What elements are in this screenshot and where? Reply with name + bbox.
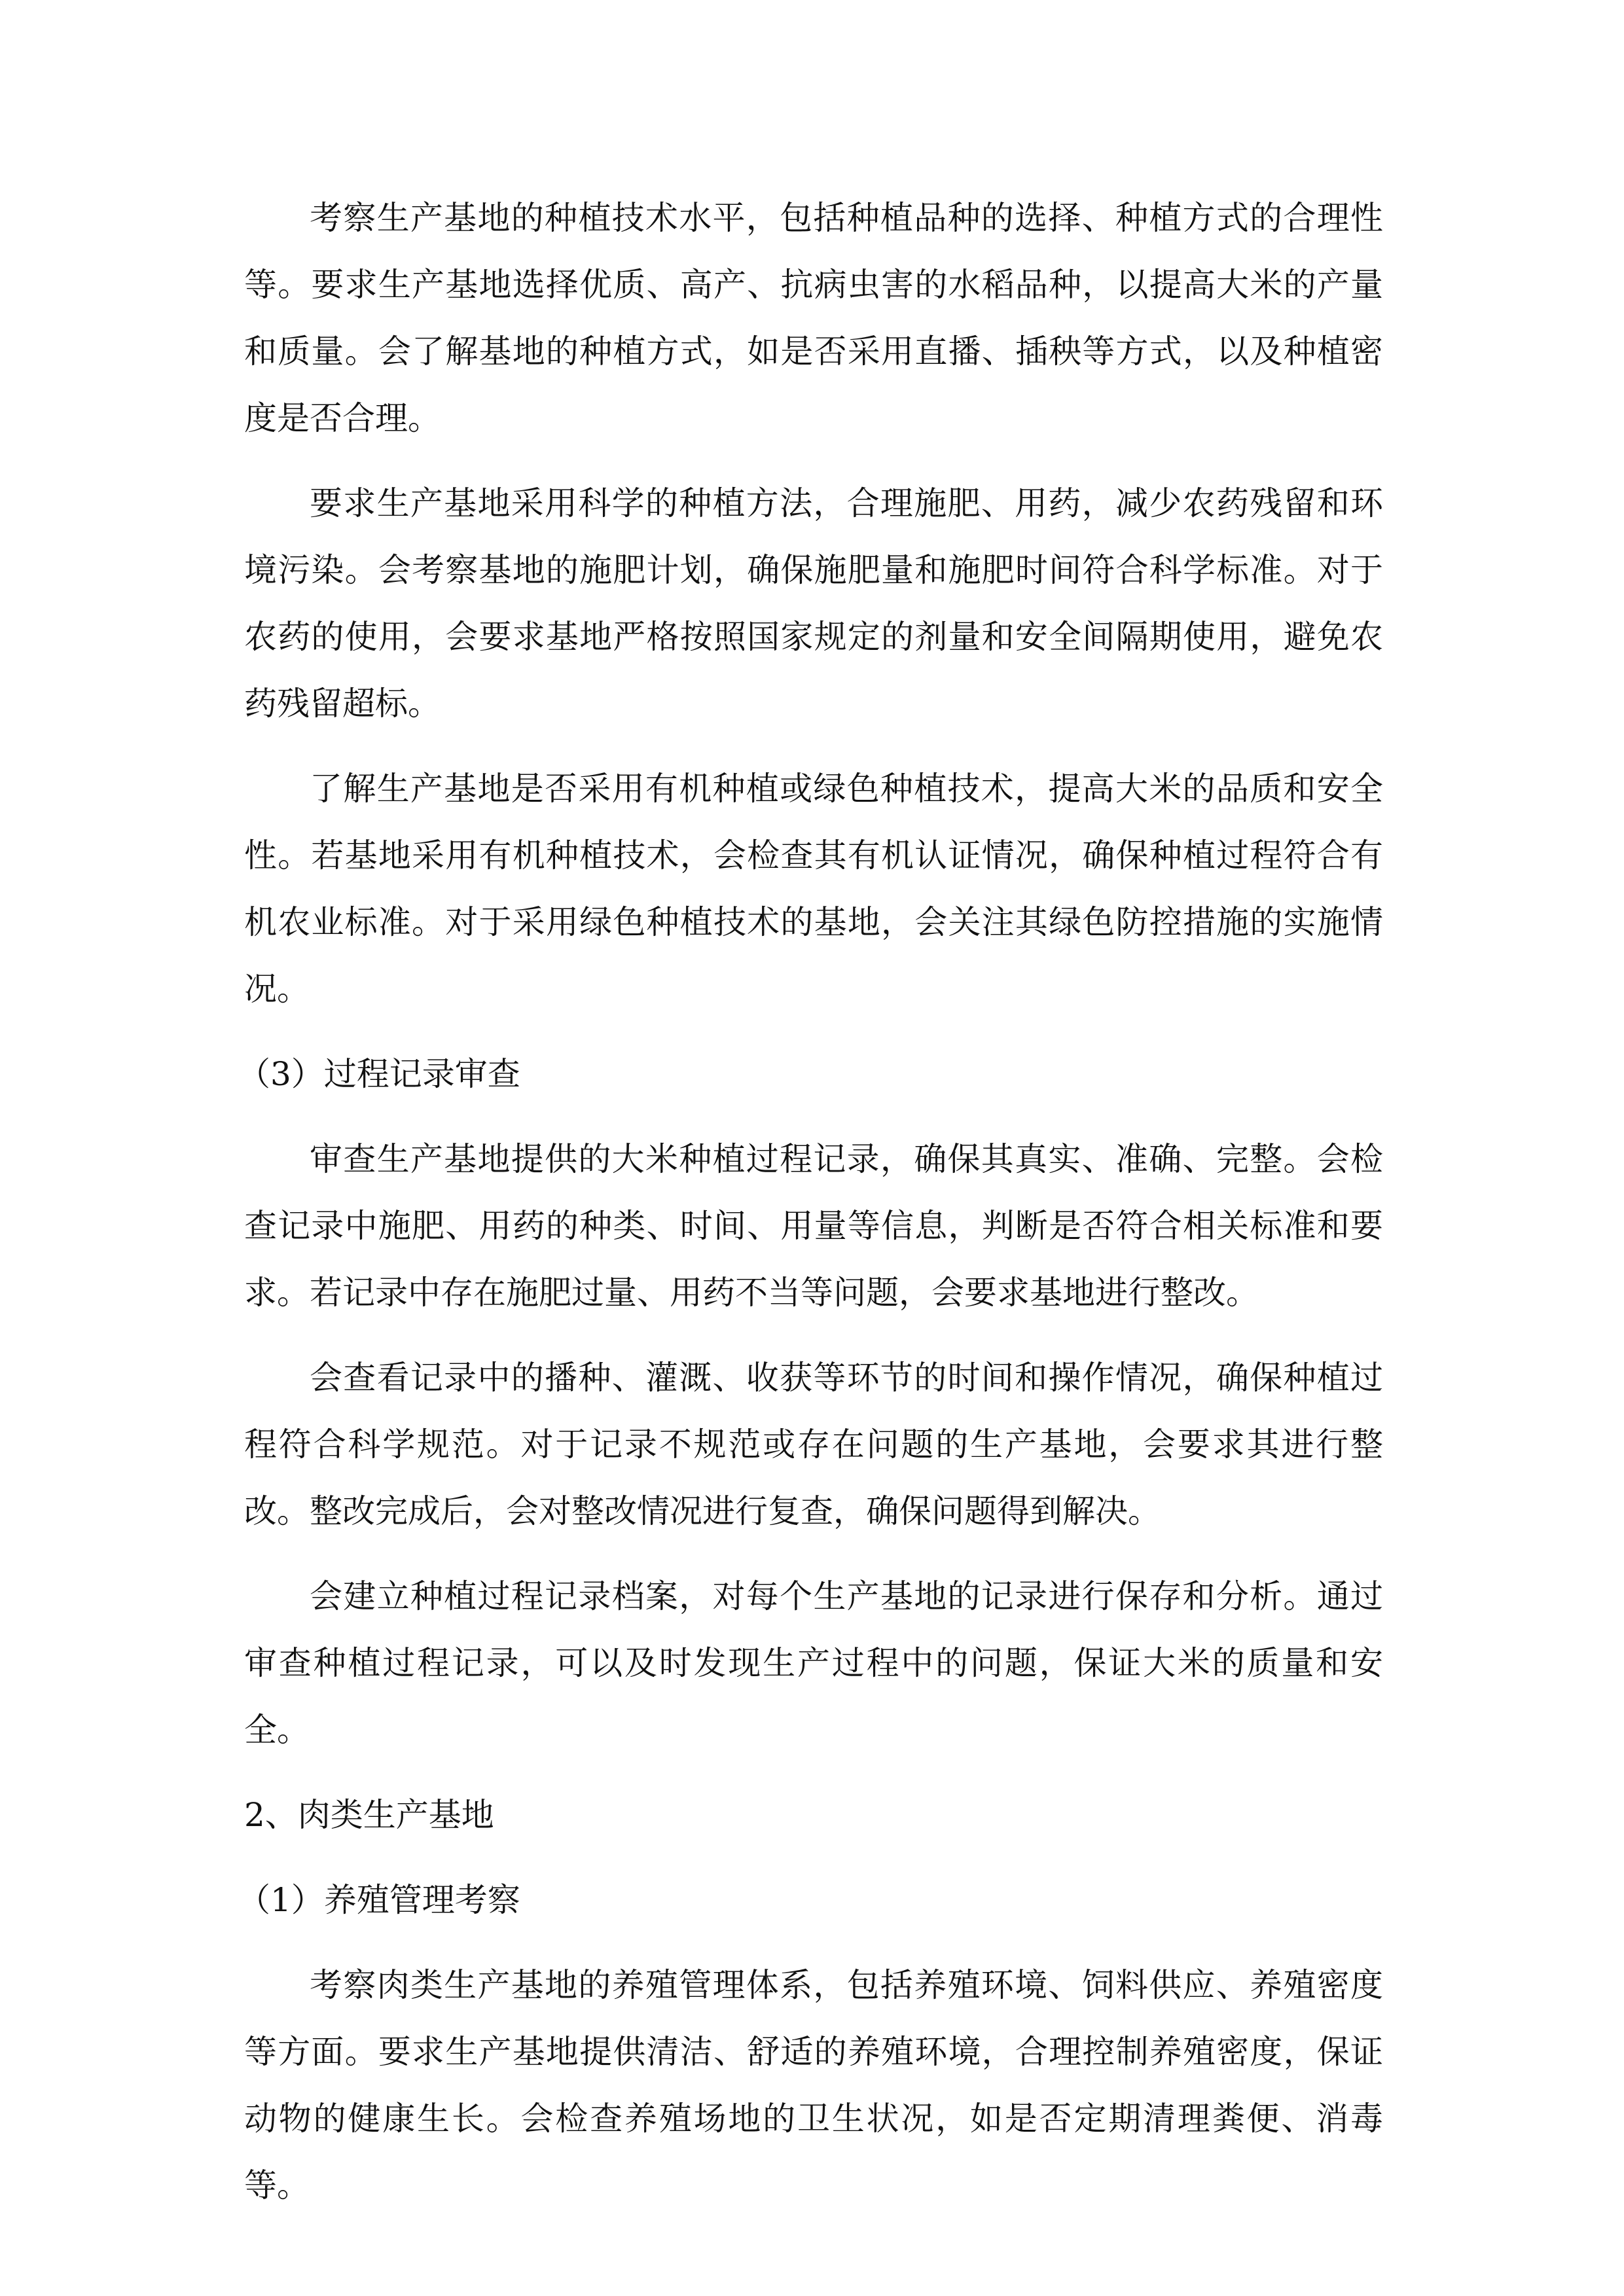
heading-process-record-review: （3）过程记录审查 — [238, 1055, 520, 1093]
paragraph-breeding-system: 考察肉类生产基地的养殖管理体系，包括养殖环境、饲料供应、养殖密度等方面。要求生产基地提供清洁、舒适的养殖环境，合理控制养殖密度，保证动物的健康生长。会检查养殖场地的卫生状况，如是否定期清理粪便、消毒等。 — [244, 1966, 1383, 2204]
paragraph-record-archive: 会建立种植过程记录档案，对每个生产基地的记录进行保存和分析。通过审查种植过程记录，可以及时发现生产过程中的问题，保证大米的质量和安全。 — [244, 1577, 1383, 1749]
paragraph-organic-green: 了解生产基地是否采用有机种植或绿色种植技术，提高大米的品质和安全性。若基地采用有机种植技术，会检查其有机认证情况，确保种植过程符合有机农业标准。对于采用绿色种植技术的基地，会关注其绿色防控措施的实施情况。 — [244, 770, 1383, 1008]
paragraph-planting-technology: 考察生产基地的种植技术水平，包括种植品种的选择、种植方式的合理性等。要求生产基地选择优质、高产、抗病虫害的水稻品种，以提高大米的产量和质量。会了解基地的种植方式，如是否采用直播、插秧等方式，以及种植密度是否合理。 — [244, 199, 1383, 437]
heading-breeding-management: （1）养殖管理考察 — [238, 1881, 520, 1919]
heading-meat-production-base: 2、肉类生产基地 — [244, 1796, 494, 1834]
paragraph-record-review: 审查生产基地提供的大米种植过程记录，确保其真实、准确、完整。会检查记录中施肥、用药的种类、时间、用量等信息，判断是否符合相关标准和要求。若记录中存在施肥过量、用药不当等问题，会要求基地进行整改。 — [244, 1140, 1383, 1312]
paragraph-record-operations: 会查看记录中的播种、灌溉、收获等环节的时间和操作情况，确保种植过程符合科学规范。对于记录不规范或存在问题的生产基地，会要求其进行整改。整改完成后，会对整改情况进行复查，确保问题得到解决。 — [244, 1359, 1383, 1530]
paragraph-scientific-methods: 要求生产基地采用科学的种植方法，合理施肥、用药，减少农药残留和环境污染。会考察基地的施肥计划，确保施肥量和施肥时间符合科学标准。对于农药的使用，会要求基地严格按照国家规定的剂量和安全间隔期使用，避免农药残留超标。 — [244, 484, 1383, 723]
document-body — [238, 185, 1383, 2237]
